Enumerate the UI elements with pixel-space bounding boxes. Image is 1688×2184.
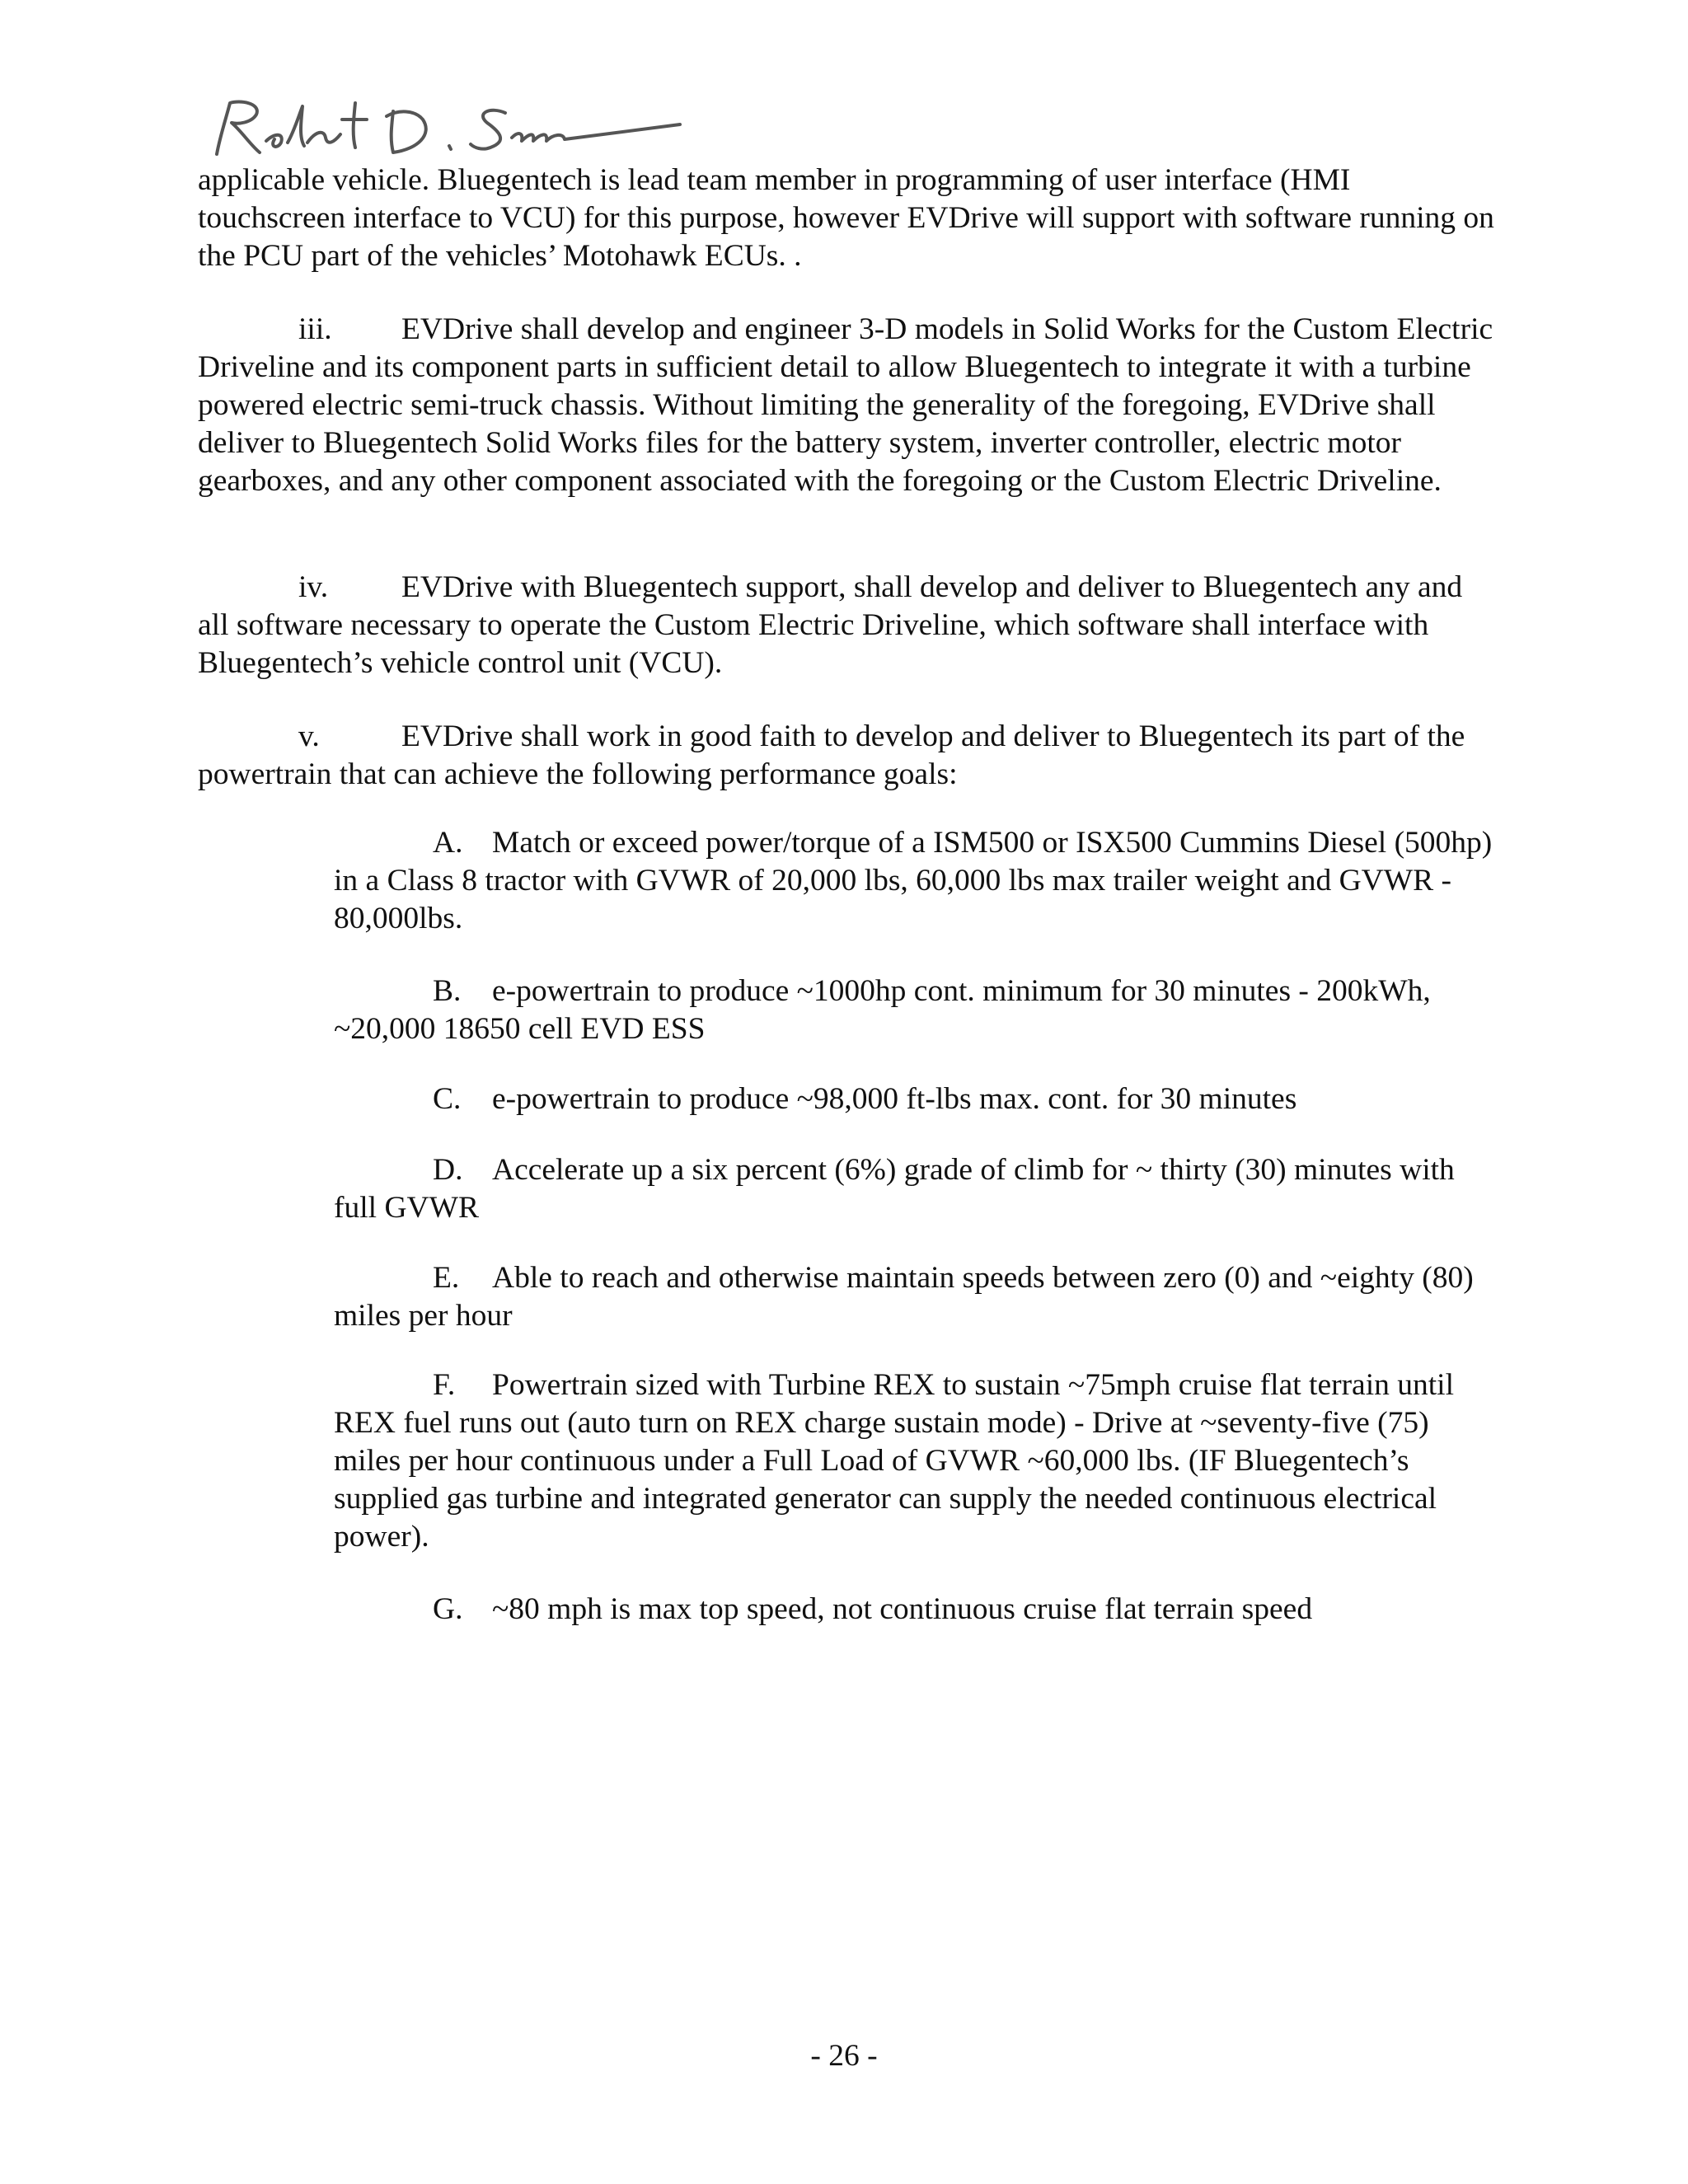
page-number: - 26 - [810, 2039, 878, 2073]
paragraph-label: iii. [298, 312, 332, 346]
goal-item-a [334, 824, 1496, 938]
goal-item-g [334, 1591, 1496, 1629]
goal-text: e-powertrain to produce ~1000hp cont. minimum for 30 minutes - 200kWh, ~20,000 18650 cell EVD ESS [334, 974, 1431, 1046]
goal-item-d [334, 1151, 1496, 1227]
paragraph-text: EVDrive shall work in good faith to develop and deliver to Bluegentech its part of the powertrain that can achieve the following performance goals: [198, 719, 1465, 791]
goal-text: Able to reach and otherwise maintain speeds between zero (0) and ~eighty (80) miles per hour [334, 1261, 1474, 1333]
goal-label: A. [433, 826, 463, 860]
goal-text: Accelerate up a six percent (6%) grade of climb for ~ thirty (30) minutes with full GVWR [334, 1153, 1455, 1225]
goal-text: Powertrain sized with Turbine REX to sustain ~75mph cruise flat terrain until REX fuel runs out (auto turn on REX charge sustain mode) - Drive at ~seventy-five (75) miles per hour continuous under a Full Load of GVWR ~60,000 lbs. (IF Bluegentech’s supplied gas turbine and integrated generator can supply the needed continuous electrical power). [334, 1368, 1455, 1554]
handwritten-signature [202, 95, 688, 169]
goal-item-c [334, 1080, 1496, 1118]
paragraph-text: EVDrive shall develop and engineer 3-D models in Solid Works for the Custom Electric Driveline and its component parts in sufficient detail to allow Bluegentech to integrate it with a turbine powered electric semi-truck chassis. Without limiting the generality of the foregoing, EVDrive shall deliver to Bluegentech Solid Works files for the battery system, inverter controller, electric motor gearboxes, and any other component associated with the foregoing or the Custom Electric Driveline. [198, 312, 1493, 498]
goal-label: F. [433, 1368, 456, 1402]
paragraph-label: iv. [298, 570, 329, 604]
paragraph-iii [198, 311, 1500, 500]
goal-text: ~80 mph is max top speed, not continuous cruise flat terrain speed [492, 1592, 1313, 1626]
paragraph-v [198, 718, 1500, 794]
signature-icon [202, 95, 688, 169]
goal-item-b [334, 972, 1496, 1048]
goal-label: C. [433, 1082, 462, 1116]
goal-item-e [334, 1259, 1496, 1335]
goal-item-f [334, 1366, 1496, 1556]
goal-label: D. [433, 1153, 463, 1187]
goal-text: Match or exceed power/torque of a ISM500 or ISX500 Cummins Diesel (500hp) in a Class 8 tractor with GVWR of 20,000 lbs, 60,000 lbs max trailer weight and GVWR - 80,000lbs. [334, 826, 1493, 935]
goal-text: e-powertrain to produce ~98,000 ft-lbs max. cont. for 30 minutes [492, 1082, 1297, 1116]
goal-label: E. [433, 1261, 460, 1295]
paragraph-iv [198, 569, 1500, 682]
intro-paragraph: applicable vehicle. Bluegentech is lead team member in programming of user interface (HMI touchscreen interface to VCU) for this purpose, however EVDrive will support with software running on the PCU part of the vehicles’ Motohawk ECUs. . [198, 163, 1494, 273]
goal-label: B. [433, 974, 462, 1008]
paragraph-text: EVDrive with Bluegentech support, shall develop and deliver to Bluegentech any and all software necessary to operate the Custom Electric Driveline, which software shall interface with Bluegentech’s vehicle control unit (VCU). [198, 570, 1463, 680]
paragraph-label: v. [298, 719, 320, 753]
goal-label: G. [433, 1592, 463, 1626]
